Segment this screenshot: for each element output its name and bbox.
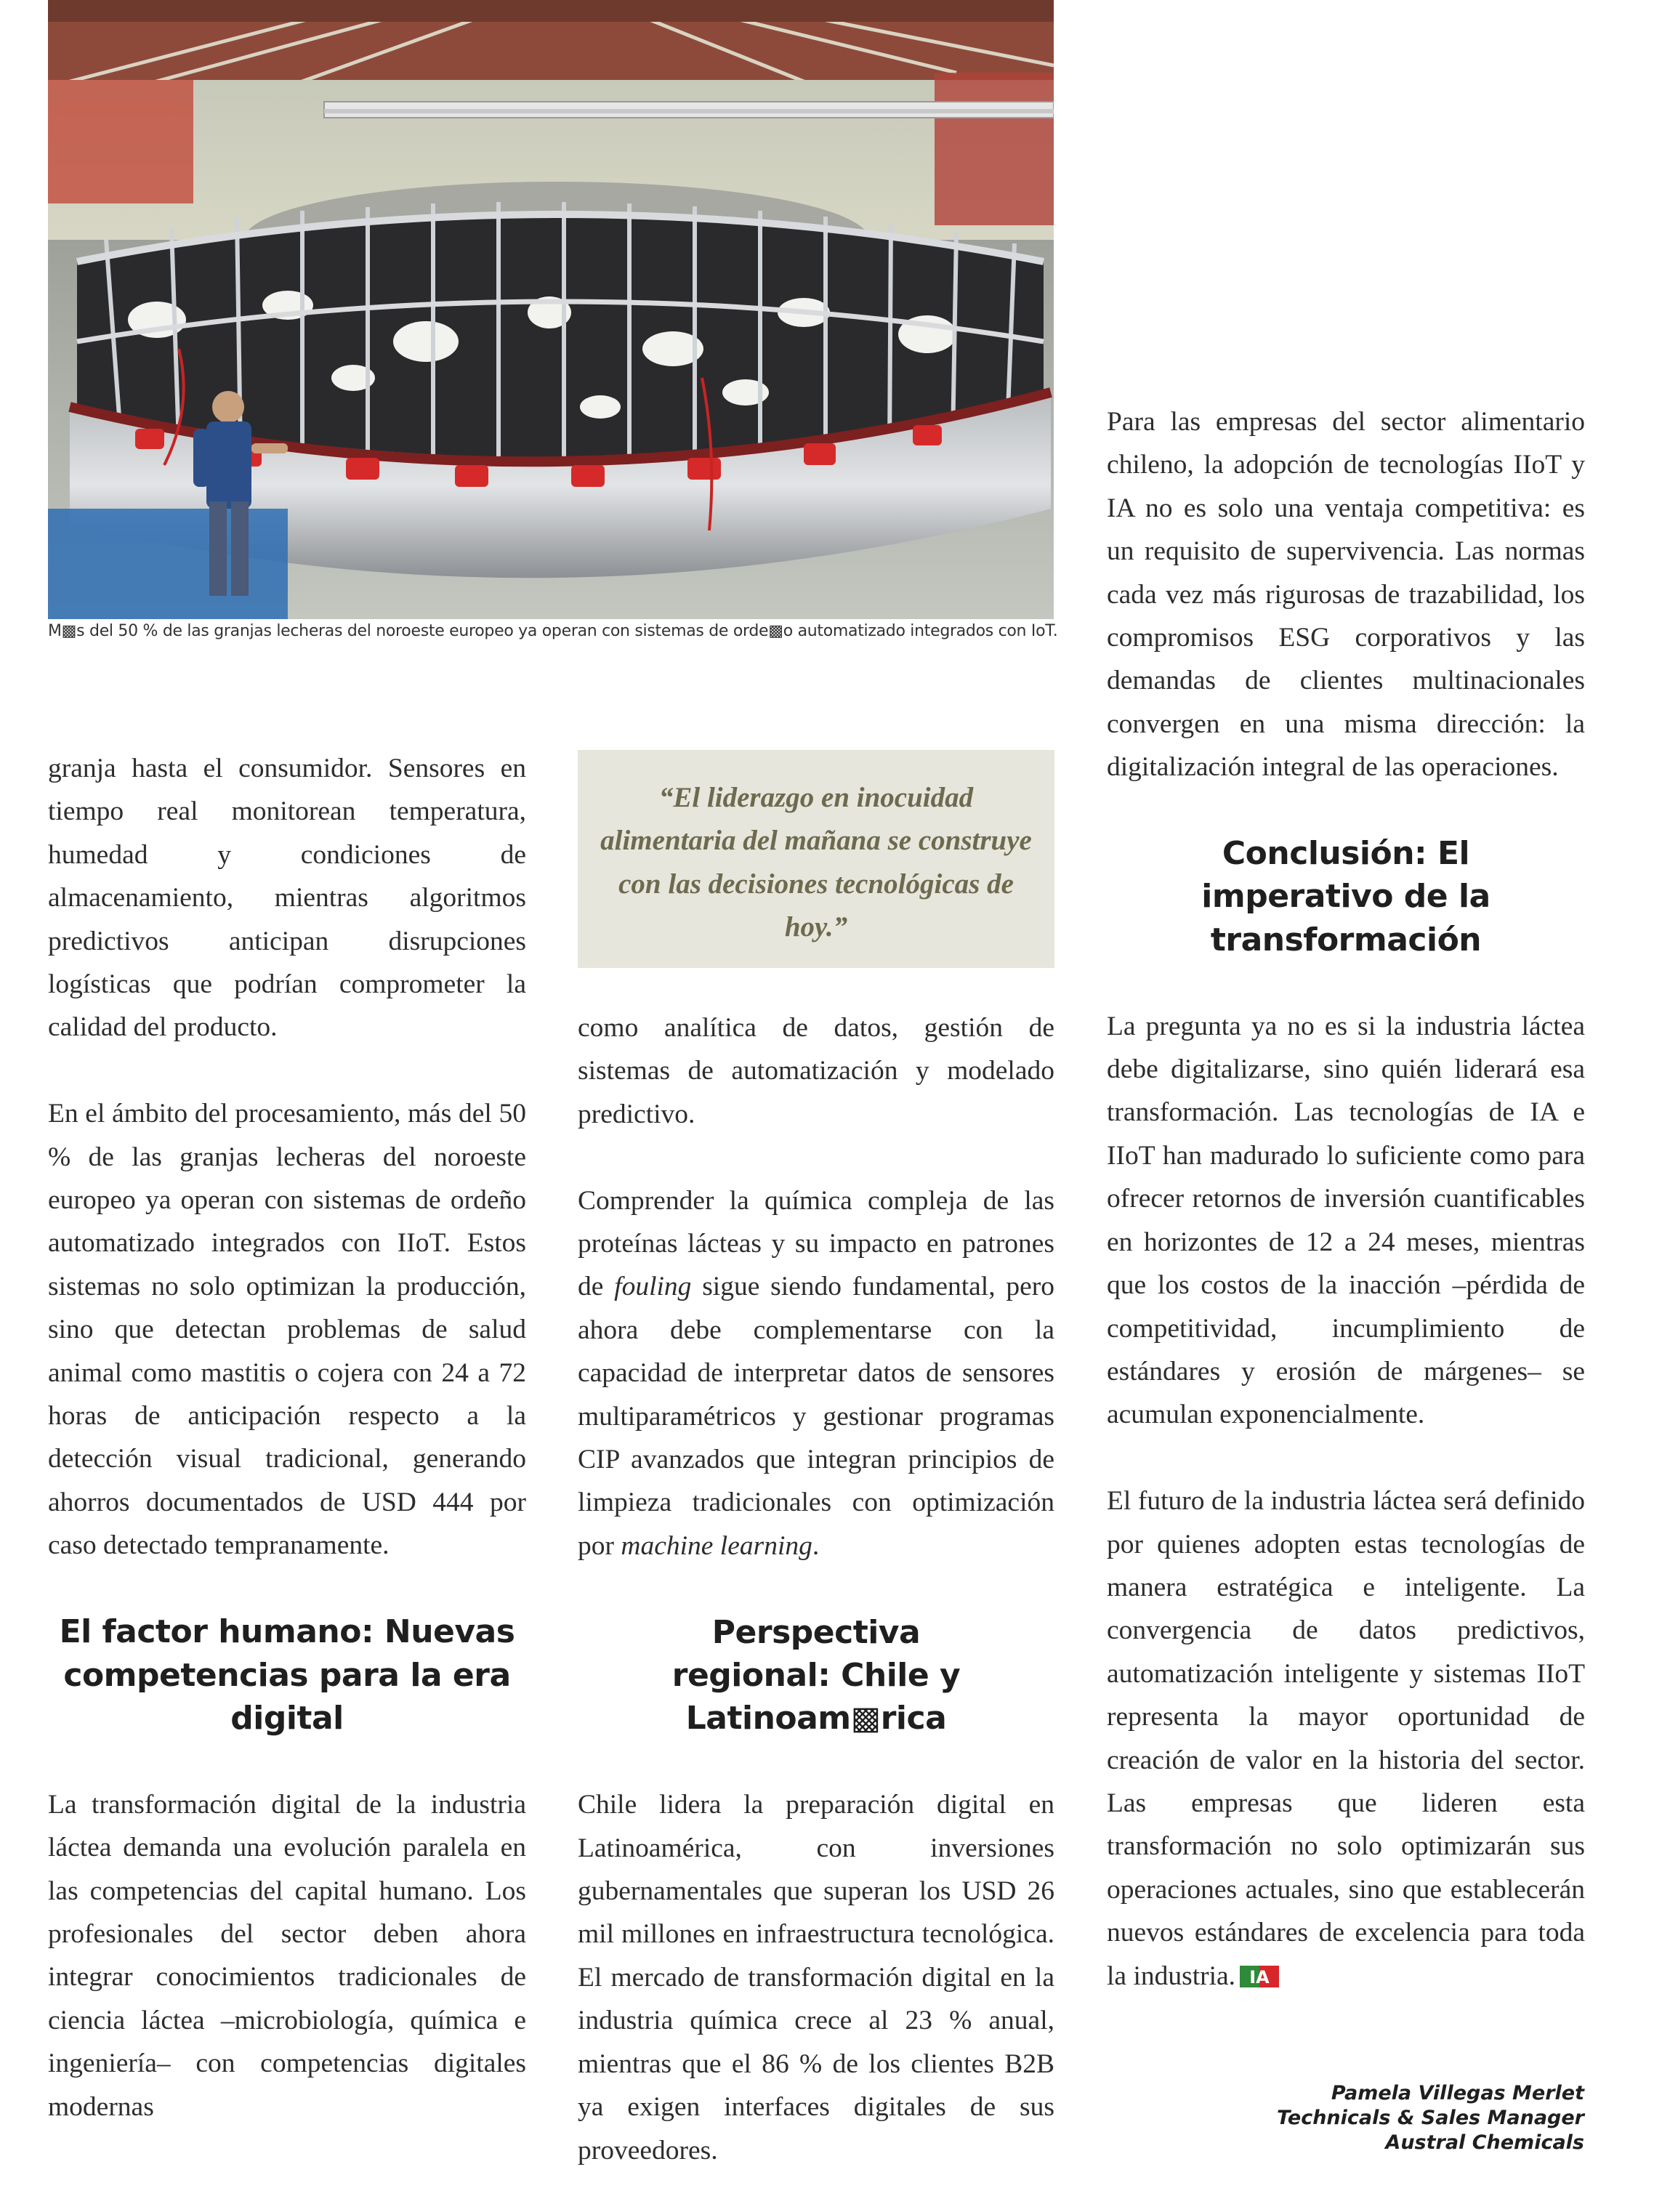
milking-parlour-illustration [48, 0, 1054, 619]
ia-logo-icon [1240, 1958, 1279, 2001]
column-middle [578, 1006, 1054, 2172]
rotary-milking-photo [48, 0, 1054, 619]
paragraph: En el ámbito del procesamiento, más del 50 % de las granjas lecheras del noroeste europeo ya operan con sistemas de ordeño automatizado integrados con IIoT. Estos sistemas no solo optimizan la producción, sino que detectan problemas de salud animal como mastitis o cojera con 24 a 72 horas de anticipación respecto a la detección visual tradicional, generando ahorros documentados de USD 444 por caso detectado tempranamente. [48, 1099, 526, 1561]
section-heading: Perspectiva regional: Chile y Latinoam▩rica [671, 1613, 961, 1737]
author-name: Pamela Villegas Merlet [1331, 2082, 1584, 2104]
italic-term: machine learning [621, 1530, 812, 1561]
paragraph [578, 1179, 1054, 1568]
paragraph-text: sigue siendo fundamental, pero ahora debe complementarse con la capacidad de interpretar datos de sensores multiparamétricos y gestionar programas CIP avanzados que integran principios de limpieza tradicionales con optimización por [578, 1272, 1054, 1561]
italic-term: fouling [614, 1272, 692, 1302]
ia-logo-text: IA [1249, 1966, 1270, 1987]
paragraph: Para las empresas del sector alimentario chileno, la adopción de tecnologías IIoT y IA no es solo una ventaja competitiva: es un requisito de supervivencia. Las normas cada vez más rigurosas de trazabilidad, los compromisos ESG corporativos y las demandas de clientes multinacionales convergen en una misma dirección: la digitalización integral de las operaciones. [1107, 407, 1585, 783]
paragraph: granja hasta el consumidor. Sensores en tiempo real monitorean temperatura, humedad y condiciones de almacenamiento, mientras algoritmos predictivos anticipan disrupciones logísticas que podrían comprometer la calidad del producto. [48, 754, 526, 1043]
paragraph: La pregunta ya no es si la industria láctea debe digitalizarse, sino quién liderará esa transformación. Las tecnologías de IA e IIoT han madurado lo suficiente como para ofrecer retornos de inversión cuantificables en horizontes de 12 a 24 meses, mientras que los costos de la inacción –pérdida de competitividad, incumplimiento de estándares y erosión de márgenes– se acumulan exponencialmente. [1107, 1011, 1585, 1430]
author-company: Austral Chemicals [1385, 2131, 1584, 2154]
paragraph: La transformación digital de la industria láctea demanda una evolución paralela en las competencias del capital humano. Los profesionales del sector deben ahora integrar conocimientos tradicionales de ciencia láctea –microbiología, química e ingeniería– con competencias digitales modernas [48, 1789, 526, 2122]
column-left [48, 747, 526, 2128]
column-right [1107, 400, 1585, 2001]
author-role: Technicals & Sales Manager [1276, 2107, 1584, 2129]
section-heading: Conclusión: El imperativo de la transformación [1201, 835, 1490, 958]
paragraph-text: Comprender la química compleja de las proteínas lácteas y su impacto en patrones de [578, 1185, 1054, 1302]
section-heading: El factor humano: Nuevas competencias para la era digital [59, 1613, 515, 1737]
photo-caption: M▩s del 50 % de las granjas lecheras del noroeste europeo ya operan con sistemas de orde▩o automatizado integrados con IoT. [48, 622, 1058, 640]
paragraph [1107, 1480, 1585, 2001]
author-signature [1277, 2081, 1584, 2155]
pull-quote-text: “El liderazgo en inocuidad alimentaria del mañana se construye con las decisiones tecnológicas de hoy.” [600, 782, 1032, 943]
paragraph-text: El futuro de la industria láctea será definido por quienes adopten estas tecnologías de manera estratégica e inteligente. La convergencia de datos predictivos, automatización inteligente y sistemas IIoT representa la mayor oportunidad de creación de valor en la historia del sector. Las empresas que lideren esta transformación no solo optimizarán sus operaciones actuales, sino que establecerán nuevos estándares de excelencia para toda la industria. [1107, 1486, 1585, 1991]
pull-quote [578, 750, 1054, 968]
paragraph-text: . [812, 1530, 820, 1561]
paragraph: Chile lidera la preparación digital en Latinoamérica, con inversiones gubernamentales que superan los USD 26 mil millones en infraestructura tecnológica. El mercado de transformación digital en la industria química crece al 23 % anual, mientras que el 86 % de los clientes B2B ya exigen interfaces digitales de sus proveedores. [578, 1790, 1054, 2165]
paragraph: como analítica de datos, gestión de sistemas de automatización y modelado predictivo. [578, 1013, 1054, 1129]
